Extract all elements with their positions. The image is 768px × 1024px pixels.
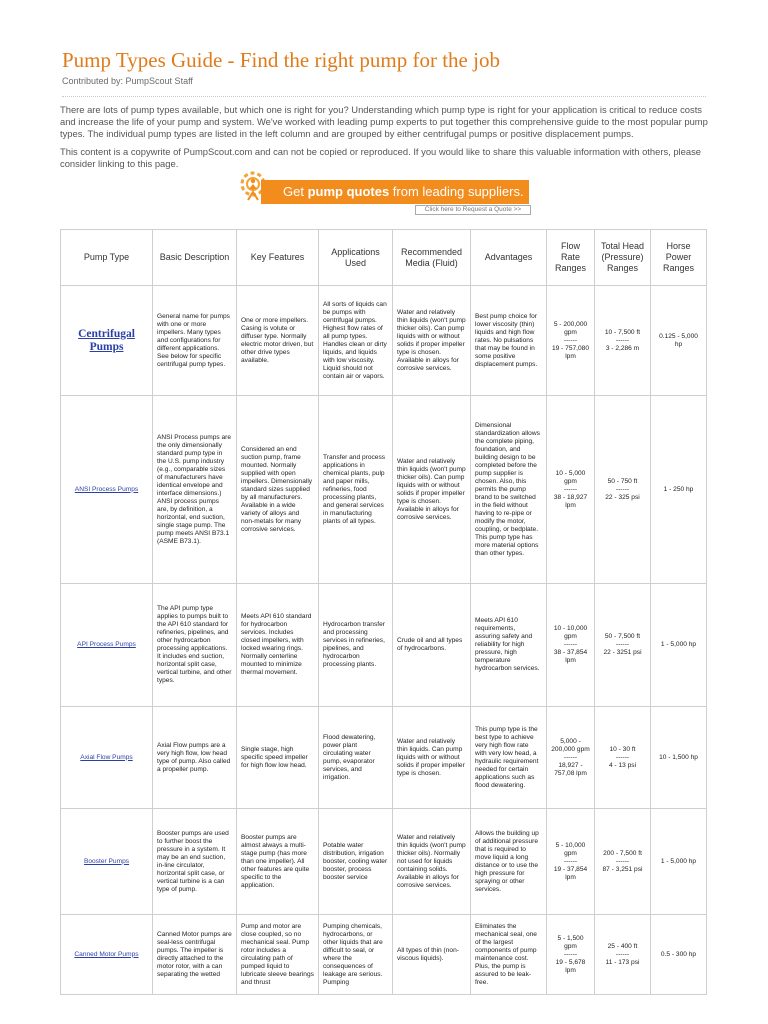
hp-cell: 1 - 250 hp [651, 396, 707, 584]
byline: Contributed by: PumpScout Staff [62, 76, 193, 86]
description-cell: General name for pumps with one or more impellers. Many types and configurations for different applications. See below for specific centrifugal pump types. [153, 286, 237, 396]
flow-gpm: 5 - 1,500 gpm [557, 934, 584, 950]
flow-cell [547, 286, 595, 396]
flow-dash: ------ [563, 336, 578, 344]
banner-suffix: from leading suppliers. [389, 184, 524, 199]
pump-name-cell [61, 584, 153, 707]
table-row [61, 809, 707, 915]
media-cell: Crude oil and all types of hydrocarbons. [393, 584, 471, 707]
media-cell: Water and relatively thin liquids (won't pump thicker oils). Normally not used for liquids containing solids. Available in alloys for corrosive services. [393, 809, 471, 915]
flow-dash: ------ [563, 641, 578, 648]
axial-flow-pumps-link[interactable]: Axial Flow Pumps [80, 753, 133, 761]
applications-cell: Potable water distribution, irrigation booster, cooling water booster, process booster service [319, 809, 393, 915]
head-cell [595, 809, 651, 915]
pump-name-cell [61, 707, 153, 809]
pump-types-table [60, 229, 707, 995]
advantages-cell: Dimensional standardization allows the complete piping, foundation, and building design to be completed before the pump supplier is chosen. Also, this permits the pump brand to be switched in the field without having to re-pipe or modify the motor, coupling, or bedplate. This pump type has more material options than other types. [471, 396, 547, 584]
flow-cell [547, 396, 595, 584]
features-cell: Considered an end suction pump, frame mounted. Normally supplied with open impellers. Dimensionally standard sizes supplied by all manufacturers. Available in a wide variety of alloys and non-metals for many corrosive services. [237, 396, 319, 584]
head-dash: ------ [615, 641, 630, 648]
pump-name-cell [61, 286, 153, 396]
features-cell: Single stage, high specific speed impeller for high flow low head. [237, 707, 319, 809]
ansi-process-pumps-link[interactable]: ANSI Process Pumps [74, 485, 139, 493]
head-metric: 87 - 3,251 psi [602, 865, 643, 873]
head-dash: ------ [615, 485, 630, 493]
flow-lpm: 19 - 757,080 lpm [551, 344, 590, 360]
media-cell: Water and relatively thin liquids (won't pump thicker oils). Can pump liquids with or without solids if proper impeller type is chosen. Available in alloys for corrosive services. [393, 396, 471, 584]
head-dash: ------ [615, 336, 630, 344]
hp-cell: 0.5 - 300 hp [651, 915, 707, 995]
table-row [61, 396, 707, 584]
head-metric: 22 - 325 psi [605, 493, 640, 501]
banner-prefix: Get [283, 184, 308, 199]
canned-motor-pumps-link[interactable]: Canned Motor Pumps [74, 950, 139, 958]
header-description: Basic Description [153, 230, 237, 286]
head-cell [595, 707, 651, 809]
booster-pumps-link[interactable]: Booster Pumps [83, 857, 130, 865]
centrifugal-pumps-link[interactable]: Centrifugal Pumps [78, 327, 135, 353]
features-cell: One or more impellers. Casing is volute or diffuser type. Normally electric motor driven, but other drive types available. [237, 286, 319, 396]
features-cell: Booster pumps are almost always a multi-stage pump (has more than one impeller). All other features are quite specific to the application. [237, 809, 319, 915]
advantages-cell: Best pump choice for lower viscosity (thin) liquids and high flow rates. No pulsations that may be found in some positive displacement pumps. [471, 286, 547, 396]
table-header-row [61, 230, 707, 286]
description-cell: Axial Flow pumps are a very high flow, low head type of pump. Also called a propeller pump. [153, 707, 237, 809]
flow-dash: ------ [563, 857, 578, 865]
hp-cell: 0.125 - 5,000 hp [651, 286, 707, 396]
flow-cell [547, 809, 595, 915]
flow-dash: ------ [563, 950, 578, 958]
flow-gpm: 10 - 10,000 gpm [553, 625, 588, 640]
flow-cell [547, 584, 595, 707]
get-quotes-button[interactable] [261, 180, 529, 204]
applications-cell: Pumping chemicals, hydrocarbons, or other liquids that are difficult to seal, or where the consequences of leakage are serious. Pumping [319, 915, 393, 995]
header-horse-power: Horse Power Ranges [651, 230, 707, 286]
head-cell [595, 584, 651, 707]
flow-lpm: 18,927 - 757,08 lpm [554, 761, 587, 777]
flow-lpm: 38 - 37,854 lpm [553, 649, 588, 664]
applications-cell: All sorts of liquids can be pumps with centrifugal pumps. Highest flow rates of all pump types. Handles clean or dirty liquids, and liquids with low viscosity. Liquid should not contain air or vapors. [319, 286, 393, 396]
header-media: Recommended Media (Fluid) [393, 230, 471, 286]
media-cell: Water and relatively thin liquids (won't pump thicker oils). Can pump liquids with or without solids if proper impeller type is chosen. Available in alloys for corrosive services. [393, 286, 471, 396]
head-metric: 4 - 13 psi [608, 761, 637, 769]
head-metric: 11 - 173 psi [605, 958, 640, 966]
banner-bold: pump quotes [307, 184, 390, 199]
table-row [61, 915, 707, 995]
head-ft: 50 - 7,500 ft [604, 633, 641, 640]
divider [62, 96, 706, 97]
features-cell: Meets API 610 standard for hydrocarbon services. Includes closed impellers, with locked wearing rings. Normally centerline mounted to minimize thermal movement. [237, 584, 319, 707]
flow-gpm: 5,000 - 200,000 gpm [551, 737, 590, 753]
header-advantages: Advantages [471, 230, 547, 286]
copyright-paragraph: This content is a copywrite of PumpScout.com and can not be copied or reproduced. If you would like to share this valuable information with others, please consider linking to this page. [60, 145, 701, 169]
head-dash: ------ [615, 857, 630, 865]
intro-paragraph: There are lots of pump types available, but which one is right for you? Understanding which pump type is right for your application is critical to reduce costs and increase the life of your pump and system. We've worked with leading pump experts to put together this comprehensive guide to the most popular pump types. The individual pump types are listed in the left column and are grouped by either centrifugal pumps or positive displacement pumps. [60, 104, 708, 140]
quote-banner[interactable] [235, 170, 531, 214]
head-ft: 50 - 750 ft [607, 477, 638, 485]
description-cell: ANSI Process pumps are the only dimensionally standard pump type in the U.S. pump industry (e.g., comparable sizes of manufacturers have identical envelope and interface dimensions.) ANSI process pumps are, by definition, a horizontal, end suction, single stage pump. The pump meets ANSI B73.1 (ASME B73.1). [153, 396, 237, 584]
flow-cell [547, 915, 595, 995]
head-ft: 10 - 7,500 ft [604, 328, 641, 336]
flow-lpm: 38 - 18,927 lpm [553, 493, 588, 509]
flow-gpm: 5 - 200,000 gpm [553, 320, 588, 336]
flow-dash: ------ [563, 485, 578, 493]
head-dash: ------ [615, 950, 630, 958]
head-metric: 22 - 3251 psi [603, 649, 642, 656]
hp-cell: 1 - 5,000 hp [651, 809, 707, 915]
flow-gpm: 5 - 10,000 gpm [555, 841, 586, 857]
api-process-pumps-link[interactable]: API Process Pumps [77, 641, 136, 648]
advantages-cell: Eliminates the mechanical seal, one of the largest components of pump maintenance cost. Plus, the pump is assured to be leak-free. [471, 915, 547, 995]
flow-dash: ------ [563, 753, 578, 761]
intro-text [60, 104, 710, 175]
media-cell: All types of thin (non-viscous liquids). [393, 915, 471, 995]
media-cell: Water and relatively thin liquids. Can pump liquids with or without solids if proper impeller type is chosen. [393, 707, 471, 809]
table-row [61, 584, 707, 707]
pump-name-cell [61, 396, 153, 584]
description-cell: Booster pumps are used to further boost the pressure in a system. It may be an end suction, in-line circulator, horizontal split case, or vertical turbine is a can type of pump. [153, 809, 237, 915]
flow-cell [547, 707, 595, 809]
head-ft: 10 - 30 ft [609, 745, 636, 753]
page-title: Pump Types Guide - Find the right pump for the job [62, 48, 500, 72]
applications-cell: Transfer and process applications in chemical plants, pulp and paper mills, refineries, food processing plants, and general services in manufacturing plants of all types. [319, 396, 393, 584]
description-cell: The API pump type applies to pumps built to the API 610 standard for refineries, pipelines, and other hydrocarbon processing applications. It includes end suction, horizontal split case, vertical turbine, and other types. [153, 584, 237, 707]
table-row [61, 707, 707, 809]
flow-lpm: 19 - 5,678 lpm [555, 958, 586, 974]
applications-cell: Hydrocarbon transfer and processing services in refineries, pipelines, and hydrocarbon processing plants. [319, 584, 393, 707]
header-pump-type: Pump Type [61, 230, 153, 286]
header-key-features: Key Features [237, 230, 319, 286]
applications-cell: Flood dewatering, power plant circulating water pump, evaporator services, and irrigation. [319, 707, 393, 809]
hp-cell: 10 - 1,500 hp [651, 707, 707, 809]
head-metric: 3 - 2,286 m [605, 344, 640, 352]
header-flow-rate: Flow Rate Ranges [547, 230, 595, 286]
advantages-cell: This pump type is the best type to achieve very high flow rate with very low head, a hydraulic requirement needed for certain applications such as flood dewatering. [471, 707, 547, 809]
pump-name-cell [61, 809, 153, 915]
flow-lpm: 19 - 37,854 lpm [553, 865, 588, 881]
features-cell: Pump and motor are close coupled, so no mechanical seal. Pump rotor includes a circulating path of pumped liquid to lubricate sleeve bearings and thrust [237, 915, 319, 995]
head-dash: ------ [615, 753, 630, 761]
request-quote-link[interactable]: Click here to Request a Quote >> [415, 205, 531, 215]
table-row [61, 286, 707, 396]
head-ft: 25 - 400 ft [607, 942, 638, 950]
advantages-cell: Allows the building up of additional pressure that is required to move liquid a long distance or to use the high pressure for spraying or other services. [471, 809, 547, 915]
flow-gpm: 10 - 5,000 gpm [555, 469, 586, 485]
pump-name-cell [61, 915, 153, 995]
head-cell [595, 915, 651, 995]
header-total-head: Total Head (Pressure) Ranges [595, 230, 651, 286]
hp-cell: 1 - 5,000 hp [651, 584, 707, 707]
head-cell [595, 286, 651, 396]
head-cell [595, 396, 651, 584]
description-cell: Canned Motor pumps are seal-less centrifugal pumps. The impeller is directly attached to the motor rotor, with a can separating the wetted [153, 915, 237, 995]
header-applications: Applications Used [319, 230, 393, 286]
head-ft: 200 - 7,500 ft [603, 849, 642, 857]
advantages-cell: Meets API 610 requirements, assuring safety and reliability for high pressure, high temperature hydrocarbon services. [471, 584, 547, 707]
